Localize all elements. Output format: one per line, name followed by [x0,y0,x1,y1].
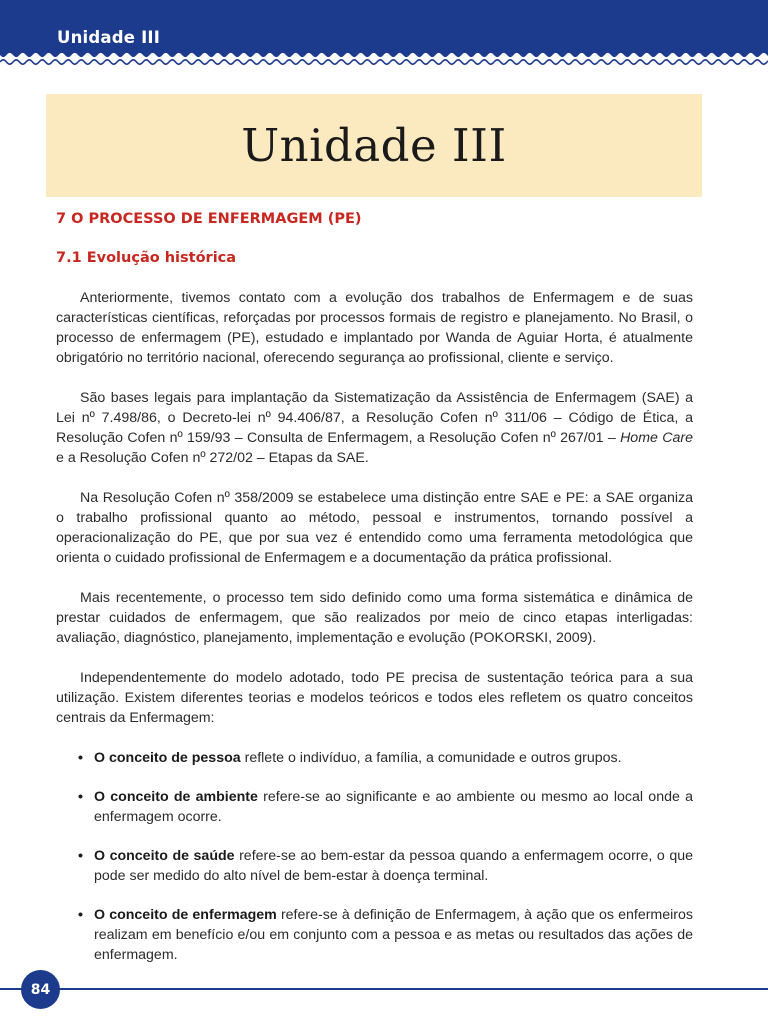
bullet-icon: • [78,750,83,766]
concept-term: O conceito de saúde [94,848,235,864]
concept-term: O conceito de ambiente [94,789,258,805]
paragraph-1: Anteriormente, tivemos contato com a evolução dos trabalhos de Enfermagem e de suas características científicas, reforçadas por processos formais de registro e planejamento. No Brasil, o processo de enfermagem (PE), estudado e implantado por Wanda de Aguiar Horta, é atualmente obrigatório no território nacional, oferecendo segurança ao profissional, cliente e serviço. [56,290,693,366]
paragraph-4: Mais recentemente, o processo tem sido definido como uma forma sistemática e dinâmica de prestar cuidados de enfermagem, que são realizados por meio de cinco etapas interligadas: avaliação, diagnóstico, planejamento, implementação e evolução (POKORSKI, 2009). [56,590,693,646]
footer-rule [0,988,768,990]
concept-text: refere-se ao significante e ao ambiente ou mesmo ao local onde a enfermagem ocorre. [94,789,693,825]
concepts-list [56,748,693,965]
section-heading: 7 O PROCESSO DE ENFERMAGEM (PE) [56,211,362,227]
concept-term: O conceito de enfermagem [94,907,277,923]
paragraph-2-emphasis: Home Care [620,430,693,446]
subsection-heading: 7.1 Evolução histórica [56,250,237,266]
unit-title-box [46,94,702,197]
page-content [56,206,693,984]
concept-term: O conceito de pessoa [94,750,241,766]
paragraph-5: Independentemente do modelo adotado, todo PE precisa de sustentação teórica para a sua utilização. Existem diferentes teorias e modelos teóricos e todos eles refletem os quatro conceitos centrais da Enfermagem: [56,670,693,726]
page-number-badge [21,970,60,1009]
paragraph-2-part-a: São bases legais para implantação da Sistematização da Assistência de Enfermagem (SAE) a Lei nº 7.498/86, o Decreto-lei nº 94.406/87, a Resolução Cofen nº 311/06 – Código de Ética, a Resolução Cofen nº 159/93 – Consulta de Enfermagem, a Resolução Cofen nº 267/01 – [56,390,693,446]
bullet-icon: • [78,907,83,923]
bullet-icon: • [78,789,83,805]
concept-text: refere-se ao bem-estar da pessoa quando a enfermagem ocorre, o que pode ser medido do alto nível de bem-estar à doença terminal. [94,848,693,884]
list-item [56,905,693,965]
concept-text: reflete o indivíduo, a família, a comunidade e outros grupos. [240,750,622,766]
bullet-icon: • [78,848,83,864]
list-item [56,748,693,768]
header-band [0,0,768,70]
page-number: 84 [30,981,51,998]
running-head: Unidade III [57,28,161,47]
concept-text: refere-se à definição de Enfermagem, à ação que os enfermeiros realizam em benefício e/ou em conjunto com a pessoa e as metas ou resultados das ações de enfermagem. [94,907,693,963]
unit-title: Unidade III [241,119,507,172]
list-item [56,846,693,886]
list-item [56,787,693,827]
paragraph-3: Na Resolução Cofen nº 358/2009 se estabelece uma distinção entre SAE e PE: a SAE organiza o trabalho profissional quanto ao método, pessoal e instrumentos, tornando possível a operacionalização do PE, que por sua vez é entendido como uma ferramenta metodológica que orienta o cuidado profissional de Enfermagem e a documentação da prática profissional. [56,490,693,566]
paragraph-2 [56,388,693,468]
paragraph-2-part-b: e a Resolução Cofen nº 272/02 – Etapas da SAE. [56,450,369,466]
